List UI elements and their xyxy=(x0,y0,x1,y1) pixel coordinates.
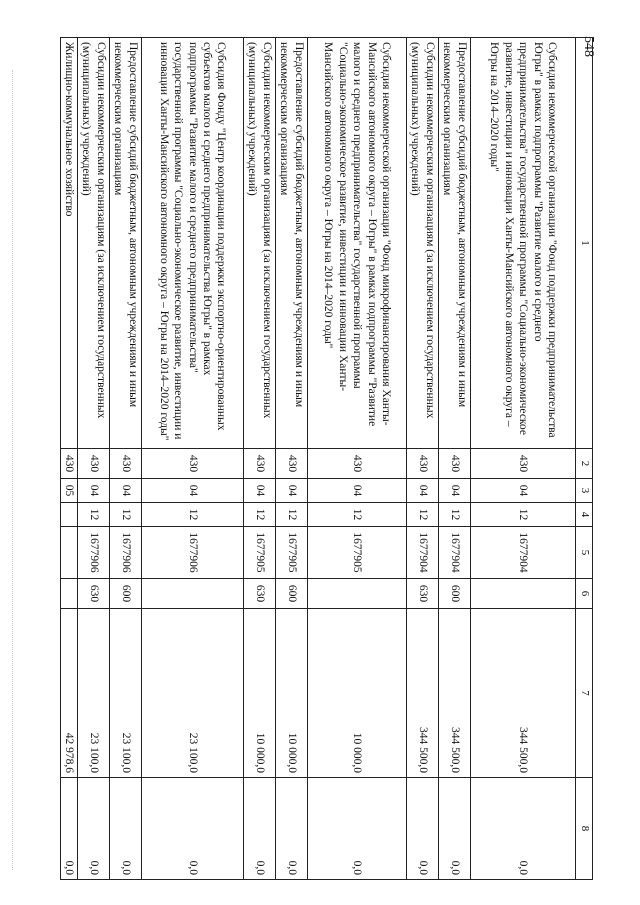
table-row xyxy=(471,38,576,880)
amount-extra: 0,0 xyxy=(471,778,576,880)
code-subsection: 12 xyxy=(308,503,407,527)
amount: 10 000,0 xyxy=(244,609,276,778)
code-expense-type: 600 xyxy=(276,579,308,609)
row-name: Субсидии некоммерческим организациям (за исключением государственных (муниципальных) учреждений) xyxy=(407,38,439,449)
code-expense-type: 600 xyxy=(439,579,471,609)
code-subsection xyxy=(60,503,77,527)
code-section: 04 xyxy=(276,479,308,503)
code-ministry: 430 xyxy=(60,449,77,479)
code-section: 04 xyxy=(244,479,276,503)
amount-extra: 0,0 xyxy=(276,778,308,880)
code-target: 1677905 xyxy=(244,527,276,579)
amount-extra: 0,0 xyxy=(308,778,407,880)
budget-table xyxy=(60,37,593,880)
row-name: Субсидии некоммерческим организациям (за исключением государственных (муниципальных) учреждений) xyxy=(244,38,276,449)
code-ministry: 430 xyxy=(276,449,308,479)
code-expense-type: 630 xyxy=(407,579,439,609)
amount-extra: 0,0 xyxy=(244,778,276,880)
code-expense-type: 600 xyxy=(110,579,142,609)
code-ministry: 430 xyxy=(244,449,276,479)
code-ministry: 430 xyxy=(308,449,407,479)
row-name: Субсидии некоммерческим организациям (за исключением государственных (муниципальных) учреждений) xyxy=(78,38,110,449)
table-row xyxy=(142,38,244,880)
code-target: 1677906 xyxy=(110,527,142,579)
amount-extra: 0,0 xyxy=(407,778,439,880)
code-target: 1677906 xyxy=(78,527,110,579)
table-row xyxy=(276,38,308,880)
amount: 344 500,0 xyxy=(407,609,439,778)
page-number: 548 xyxy=(581,36,596,57)
code-ministry: 430 xyxy=(407,449,439,479)
column-header: 3 xyxy=(576,479,593,503)
code-target: 1677906 xyxy=(142,527,244,579)
code-expense-type: 630 xyxy=(244,579,276,609)
scan-edge-mark xyxy=(12,70,13,870)
table-row xyxy=(110,38,142,880)
table-row xyxy=(407,38,439,880)
row-name: Жилищно-коммунальное хозяйство xyxy=(60,38,77,449)
amount: 42 978,6 xyxy=(60,609,77,778)
code-subsection: 12 xyxy=(439,503,471,527)
table-header-row xyxy=(576,38,593,880)
code-expense-type xyxy=(471,579,576,609)
code-subsection: 12 xyxy=(244,503,276,527)
amount: 344 500,0 xyxy=(471,609,576,778)
code-section: 04 xyxy=(471,479,576,503)
amount: 23 100,0 xyxy=(78,609,110,778)
column-header: 2 xyxy=(576,449,593,479)
amount-extra: 0,0 xyxy=(78,778,110,880)
table-row xyxy=(60,38,77,880)
code-target: 1677904 xyxy=(439,527,471,579)
column-header: 6 xyxy=(576,579,593,609)
code-subsection: 12 xyxy=(276,503,308,527)
code-expense-type xyxy=(142,579,244,609)
code-subsection: 12 xyxy=(142,503,244,527)
row-name: Субсидия Фонду "Центр координации поддержки экспортно-ориентированных субъектов малого и среднего предпринимательства Югры" в рамках подпрограммы "Развитие малого и среднего предпринимательства" государственной программы "Социально-экономическое развитие, инвестиции и инновации Ханты-Мансийского автономного округа – Югры на 2014–2020 годы" xyxy=(142,38,244,449)
code-target xyxy=(60,527,77,579)
code-section: 05 xyxy=(60,479,77,503)
amount: 23 100,0 xyxy=(142,609,244,778)
code-section: 04 xyxy=(407,479,439,503)
code-target: 1677904 xyxy=(407,527,439,579)
code-target: 1677905 xyxy=(276,527,308,579)
code-target: 1677905 xyxy=(308,527,407,579)
row-name: Предоставление субсидий бюджетным, автономным учреждениям и иным некоммерческим организациям xyxy=(110,38,142,449)
code-target: 1677904 xyxy=(471,527,576,579)
amount-extra: 0,0 xyxy=(60,778,77,880)
code-ministry: 430 xyxy=(142,449,244,479)
rotated-table-area xyxy=(63,37,593,879)
table-row xyxy=(78,38,110,880)
code-ministry: 430 xyxy=(471,449,576,479)
amount-extra: 0,0 xyxy=(439,778,471,880)
amount-extra: 0,0 xyxy=(110,778,142,880)
code-expense-type: 630 xyxy=(78,579,110,609)
code-subsection: 12 xyxy=(471,503,576,527)
table-row xyxy=(308,38,407,880)
code-subsection: 12 xyxy=(407,503,439,527)
column-header: 7 xyxy=(576,609,593,778)
code-section: 04 xyxy=(439,479,471,503)
row-name: Предоставление субсидий бюджетным, автономным учреждениям и иным некоммерческим организациям xyxy=(276,38,308,449)
column-header: 5 xyxy=(576,527,593,579)
column-header: 1 xyxy=(576,38,593,449)
amount: 344 500,0 xyxy=(439,609,471,778)
row-name: Субсидия некоммерческой организации "Фонд поддержки предпринимательства Югры" в рамках подпрограммы "Развитие малого и среднего предпринимательства" государственной программы "Социально-экономическое развитие, инвестиции и инновации Ханты-Мансийского автономного округа – Югры на 2014–2020 годы" xyxy=(471,38,576,449)
code-ministry: 430 xyxy=(110,449,142,479)
code-expense-type xyxy=(308,579,407,609)
table-row xyxy=(439,38,471,880)
code-section: 04 xyxy=(78,479,110,503)
column-header: 4 xyxy=(576,503,593,527)
code-section: 04 xyxy=(110,479,142,503)
row-name: Субсидия некоммерческой организации "Фонд микрофинансирования Ханты-Мансийского автономного округа – Югры" в рамках подпрограммы "Развитие малого и среднего предпринимательства" государственной программы "Социально-экономическое развитие, инвестиции и инновации Ханты-Мансийского автономного округа – Югры на 2014–2020 годы" xyxy=(308,38,407,449)
code-ministry: 430 xyxy=(439,449,471,479)
amount-extra: 0,0 xyxy=(142,778,244,880)
amount: 23 100,0 xyxy=(110,609,142,778)
rotated-content xyxy=(63,37,593,879)
code-expense-type xyxy=(60,579,77,609)
code-subsection: 12 xyxy=(110,503,142,527)
table-row xyxy=(244,38,276,880)
code-section: 04 xyxy=(308,479,407,503)
amount: 10 000,0 xyxy=(276,609,308,778)
row-name: Предоставление субсидий бюджетным, автономным учреждениям и иным некоммерческим организациям xyxy=(439,38,471,449)
code-ministry: 430 xyxy=(78,449,110,479)
amount: 10 000,0 xyxy=(308,609,407,778)
code-subsection: 12 xyxy=(78,503,110,527)
column-header: 8 xyxy=(576,778,593,880)
code-section: 04 xyxy=(142,479,244,503)
